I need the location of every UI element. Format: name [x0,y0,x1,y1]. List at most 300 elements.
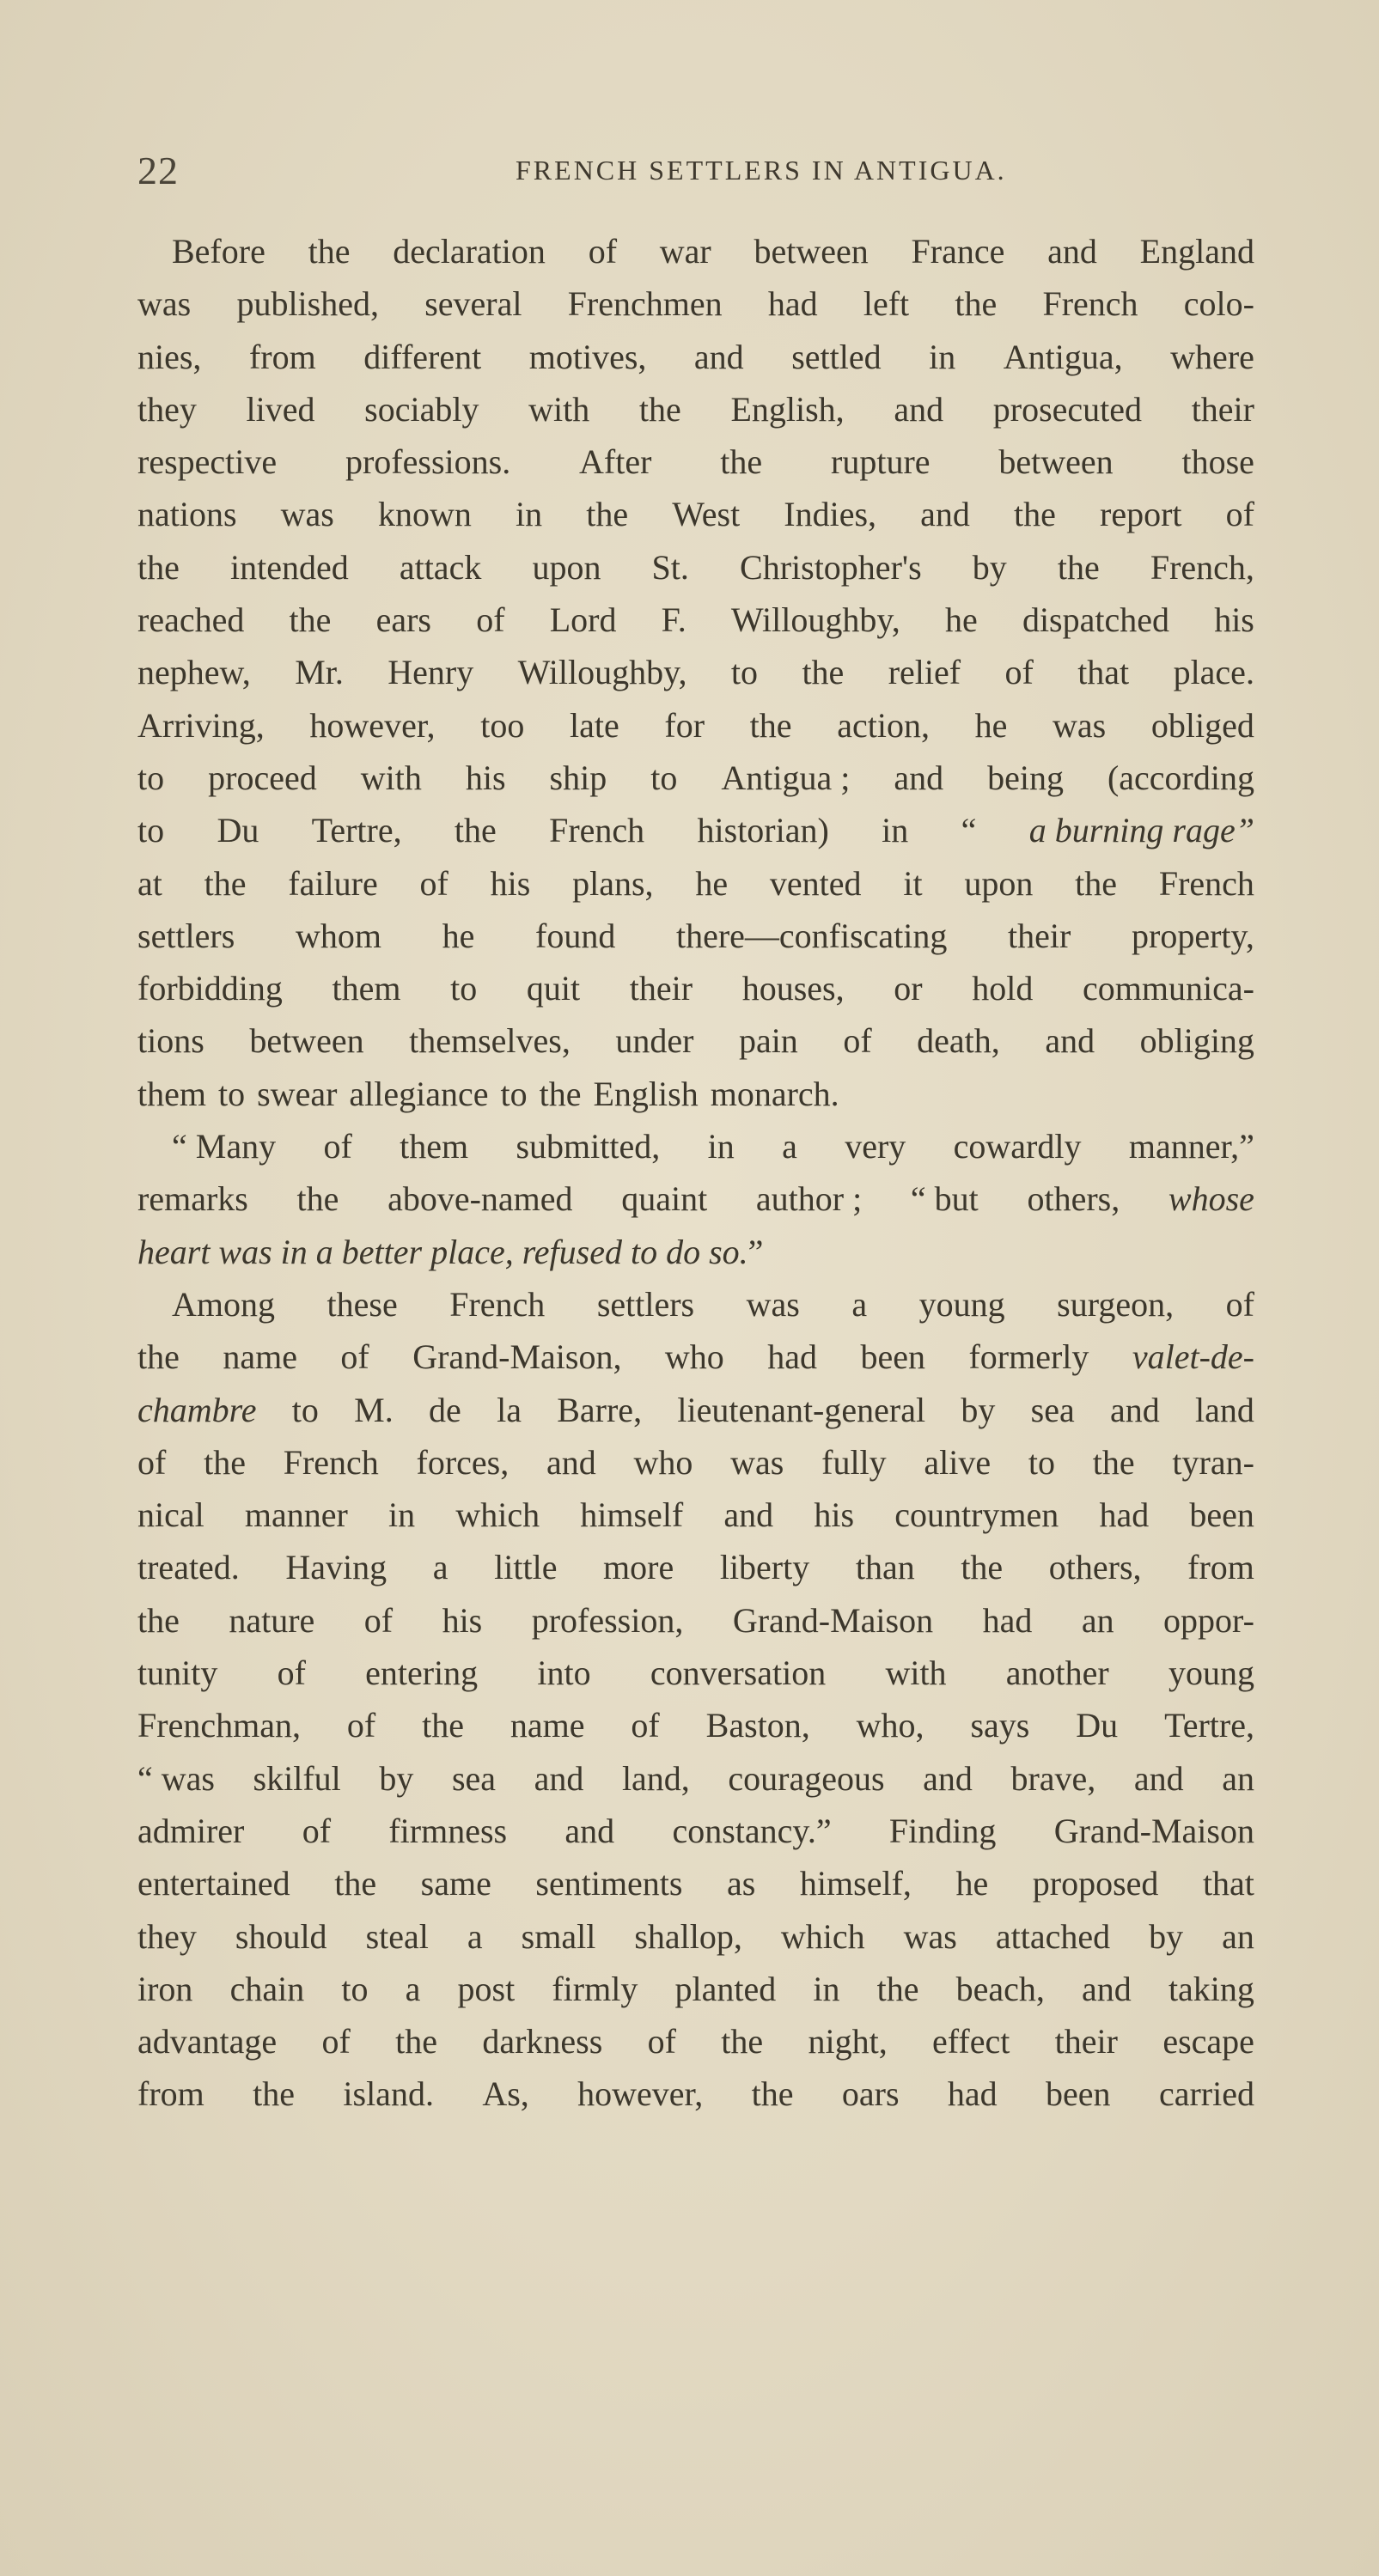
word: to [500,1074,528,1113]
word: the [802,653,845,692]
word: and [1133,1758,1184,1798]
word: firmly [552,1969,638,2008]
word: the [1092,1442,1135,1482]
word: by [379,1758,414,1798]
text-line [137,1331,1254,1383]
word: the [395,2022,437,2061]
word: them [137,1074,206,1113]
word: ship [549,758,607,797]
word: land, [621,1758,690,1798]
word: liberty [719,1548,810,1587]
word: their [1008,916,1071,955]
word: forces, [416,1442,509,1482]
word: same [420,1864,491,1903]
word: himself [580,1495,684,1535]
word: Du [217,811,259,850]
word: and [923,1758,973,1798]
word: to [137,758,165,797]
word: in [707,1127,735,1166]
italic-phrase: a burning rage” [1028,811,1254,850]
word: manner [244,1495,348,1535]
word: of [277,1653,306,1693]
word: intended [229,547,349,587]
word: place. [1173,653,1254,692]
word: the [253,2074,296,2114]
word: from [137,2074,204,2114]
word: lieutenant-general [677,1390,926,1429]
word: where [1170,337,1254,376]
word: and [693,337,744,376]
word: between [998,442,1114,482]
word: France [911,232,1005,271]
word: courageous [728,1758,885,1798]
text-line [137,752,1254,804]
text-line [137,1647,1254,1699]
body-text [137,225,1254,2121]
word: fully [821,1442,887,1482]
word: the [749,705,792,745]
word: beach, [955,1969,1045,2008]
word: treated. [137,1548,240,1587]
word: very [845,1127,906,1166]
word: carried [1158,2074,1254,2114]
word: them [400,1127,469,1166]
word: sociably [364,389,479,429]
word: formerly [968,1337,1089,1377]
word: from [1187,1548,1254,1587]
word: the [1075,863,1118,903]
text-line [137,594,1254,646]
word: Tertre, [311,811,402,850]
word: and [564,1811,615,1850]
word: of [346,1706,376,1745]
word: several [424,284,522,324]
word: death, [917,1021,1000,1061]
word: shallop, [634,1916,742,1956]
word: which [780,1916,865,1956]
word: professions. [345,442,511,482]
word: left [863,284,910,324]
word: of [843,1021,872,1061]
word: night, [808,2022,888,2061]
text-line [137,541,1254,594]
word: “ but [910,1179,979,1219]
word: M. [354,1390,394,1429]
text-line [137,857,1254,910]
word: quaint [621,1179,708,1219]
word: relief [888,653,961,692]
word: and [546,1442,596,1482]
word: small [521,1916,596,1956]
word: he [695,863,729,903]
word: who, [856,1706,924,1745]
word: colo- [1183,284,1254,324]
word: advantage [137,2022,278,2061]
word: Willoughby, [517,653,687,692]
word: skilful [253,1758,341,1798]
word: motives, [528,337,647,376]
text-line [137,1014,1254,1067]
word: however, [309,705,436,745]
word: lived [246,389,315,429]
word: these [326,1284,398,1324]
word: being [987,758,1064,797]
word: and [894,389,944,429]
word: the [586,495,629,534]
word: their [629,969,693,1008]
word: the [961,1548,1004,1587]
word: quit [526,969,581,1008]
text-line [137,2067,1254,2120]
word: island. [343,2074,434,2114]
word: and [534,1758,584,1798]
word: obliged [1150,705,1254,745]
word: he [944,600,978,640]
word: nations [137,495,237,534]
word: Finding [888,1811,997,1850]
word: their [1054,2022,1118,2061]
word: ” [747,1232,764,1271]
word: French [1158,863,1254,903]
text-line [137,1699,1254,1751]
word: “ Many [172,1127,277,1166]
word: the [720,442,763,482]
word: the [422,1706,464,1745]
word: manner,” [1128,1127,1254,1166]
word: alive [924,1442,992,1482]
word: had [767,284,818,324]
word: taking [1168,1969,1254,2008]
word: however, [577,2074,704,2114]
word: another [1005,1653,1109,1693]
word: French [549,811,645,850]
text-line [137,1805,1254,1857]
word: respective [137,442,278,482]
word: at [137,863,162,903]
word: Before [172,232,265,271]
text-line [137,1226,1254,1278]
text-line [137,1594,1254,1647]
word: Barre, [557,1390,643,1429]
word: under [615,1021,694,1061]
word: conversation [650,1653,827,1693]
word: ears [375,600,431,640]
word: dispatched [1022,600,1169,640]
page-number: 22 [137,149,179,192]
word: and [1047,232,1097,271]
word: profession, [531,1600,684,1640]
word: of [302,1811,332,1850]
word: from [248,337,316,376]
word: historian) [697,811,829,850]
word: had [947,2074,998,2114]
word: land [1195,1390,1254,1429]
word: there—confiscating [675,916,948,955]
word: to [650,758,678,797]
word: Christopher's [740,547,922,587]
word: “ was [137,1758,215,1798]
word: oppor- [1163,1600,1254,1640]
text-line [137,910,1254,962]
word: been [1189,1495,1254,1535]
word: their [1191,389,1254,429]
text-line [137,699,1254,752]
word: settlers [137,916,235,955]
word: that [1202,1864,1254,1903]
word: and [1110,1390,1160,1429]
word: those [1181,442,1254,482]
word: action, [837,705,930,745]
word: of [1225,495,1254,534]
word: a [405,1969,421,2008]
word: tyran- [1172,1442,1254,1482]
word: his [442,1600,483,1640]
word: was [730,1442,784,1482]
word: a [851,1284,868,1324]
word: his [490,863,531,903]
word: and [723,1495,774,1535]
word: the [137,1337,180,1377]
word: post [457,1969,516,2008]
word: between [249,1021,364,1061]
word: war [659,232,711,271]
word: the [204,1442,246,1482]
word: Frenchmen [567,284,723,324]
word: admirer [137,1811,245,1850]
word: Among [172,1284,275,1324]
word: had [767,1337,818,1377]
text-line [137,331,1254,383]
word: to [450,969,478,1008]
word: de [429,1390,461,1429]
word: cowardly [953,1127,1082,1166]
word: effect [932,2022,1010,2061]
word: his [1214,600,1254,640]
word: plans, [572,863,654,903]
word: entertained [137,1864,290,1903]
word: says [970,1706,1030,1745]
italic-phrase: whose [1168,1179,1254,1219]
word: the [876,1969,919,2008]
word: of [363,1600,394,1640]
text-line [137,1857,1254,1909]
word: Grand-Maison [732,1600,934,1640]
word: with [528,389,590,429]
word: the [296,1179,339,1219]
word: remarks [137,1179,248,1219]
word: it [903,863,923,903]
word: declaration [393,232,546,271]
word: had [982,1600,1033,1640]
word: settled [791,337,882,376]
word: the [334,1864,377,1903]
word: themselves, [409,1021,571,1061]
text-line [137,1172,1254,1225]
word: attack [399,547,482,587]
text-line [137,488,1254,540]
word: firmness [388,1811,508,1850]
running-head: FRENCH SETTLERS IN ANTIGUA. [516,155,1007,186]
word: known [377,495,472,534]
word: steal [365,1916,429,1956]
word: surgeon, [1057,1284,1175,1324]
word: St. [651,547,689,587]
text-line [137,962,1254,1014]
word: young [1168,1653,1254,1693]
word: Willoughby, [730,600,900,640]
word: than [855,1548,915,1587]
word: the [539,1074,582,1113]
word: more [603,1548,674,1587]
word: they [137,1916,197,1956]
word: into [537,1653,591,1693]
word: reached [137,600,245,640]
text-line [137,804,1254,856]
word: the [137,547,180,587]
word: was [746,1284,800,1324]
word: author ; [755,1179,863,1219]
text-line [137,225,1254,277]
word: England [1139,232,1254,271]
word: himself, [799,1864,912,1903]
text-line [137,1489,1254,1541]
word: escape [1162,2022,1254,2061]
word: others, [1048,1548,1142,1587]
word: by [961,1390,996,1429]
word: Baston, [705,1706,810,1745]
word: submitted, [516,1127,661,1166]
word: of [647,2022,676,2061]
word: upon [964,863,1034,903]
word: or [894,969,923,1008]
word: English, [730,389,845,429]
word: of [631,1706,660,1745]
word: chain [229,1969,305,2008]
italic-phrase: valet-de- [1132,1337,1254,1377]
text-line [137,1436,1254,1489]
word: Lord [549,600,617,640]
word: French, [1150,547,1254,587]
word: little [494,1548,558,1587]
word: too [480,705,525,745]
word: by [1149,1916,1184,1956]
word: nature [229,1600,315,1640]
word: of [476,600,505,640]
word: Antigua, [1003,337,1123,376]
word: Antigua ; [721,758,851,797]
text-line [137,435,1254,488]
italic-phrase: chambre [137,1390,257,1429]
word: to [137,811,165,850]
word: he [974,705,1008,745]
word: by [972,547,1007,587]
word: nical [137,1495,204,1535]
word: attached [995,1916,1111,1956]
word: of [1004,653,1034,692]
word: and [894,758,944,797]
word: to [341,1969,369,2008]
word: in [388,1495,416,1535]
word: been [860,1337,925,1377]
word: property, [1132,916,1254,955]
word: in [929,337,956,376]
word: Indies, [784,495,877,534]
word: an [1081,1600,1114,1640]
word: French [1042,284,1138,324]
page-header [137,148,1254,199]
word: between [754,232,869,271]
word: which [455,1495,540,1535]
word: them [332,969,401,1008]
word: French [449,1284,546,1324]
word: he [442,916,475,955]
word: hold [972,969,1034,1008]
word: an [1222,1758,1254,1798]
word: with [885,1653,947,1693]
text-line [137,1752,1254,1805]
word: of [321,2022,351,2061]
word: the [638,389,681,429]
word: they [137,389,197,429]
word: to [1028,1442,1056,1482]
word: who [633,1442,693,1482]
word: of [323,1127,352,1166]
word: a [782,1127,797,1166]
word: in [813,1969,840,2008]
word: to [217,1074,246,1113]
word: who [664,1337,724,1377]
word: he [955,1864,989,1903]
word: the [1057,547,1100,587]
word: vented [769,863,862,903]
text-line [137,277,1254,330]
word: proceed [208,758,317,797]
word: la [497,1390,522,1429]
word: the [454,811,497,850]
word: above-named [387,1179,573,1219]
word: planted [674,1969,777,2008]
word: the [289,600,332,640]
word: prosecuted [992,389,1143,429]
word: French [283,1442,379,1482]
word: of [419,863,448,903]
word: the [1014,495,1056,534]
word: failure [288,863,378,903]
word: as [727,1864,756,1903]
word: late [569,705,619,745]
word: rupture [831,442,931,482]
word: name [509,1706,585,1745]
word: young [918,1284,1005,1324]
text-line [137,646,1254,698]
word: a [467,1916,483,1956]
word: a [432,1548,448,1587]
word: Mr. [295,653,344,692]
word: the [308,232,351,271]
word: was [903,1916,957,1956]
text-line [137,1384,1254,1436]
text-line [137,2015,1254,2067]
word: darkness [482,2022,603,2061]
word: tunity [137,1653,218,1693]
word: to [291,1390,319,1429]
word: and [1082,1969,1132,2008]
word: communica- [1083,969,1254,1008]
word: iron [137,1969,193,2008]
word: his [814,1495,855,1535]
word: entering [365,1653,479,1693]
word: the [204,863,247,903]
